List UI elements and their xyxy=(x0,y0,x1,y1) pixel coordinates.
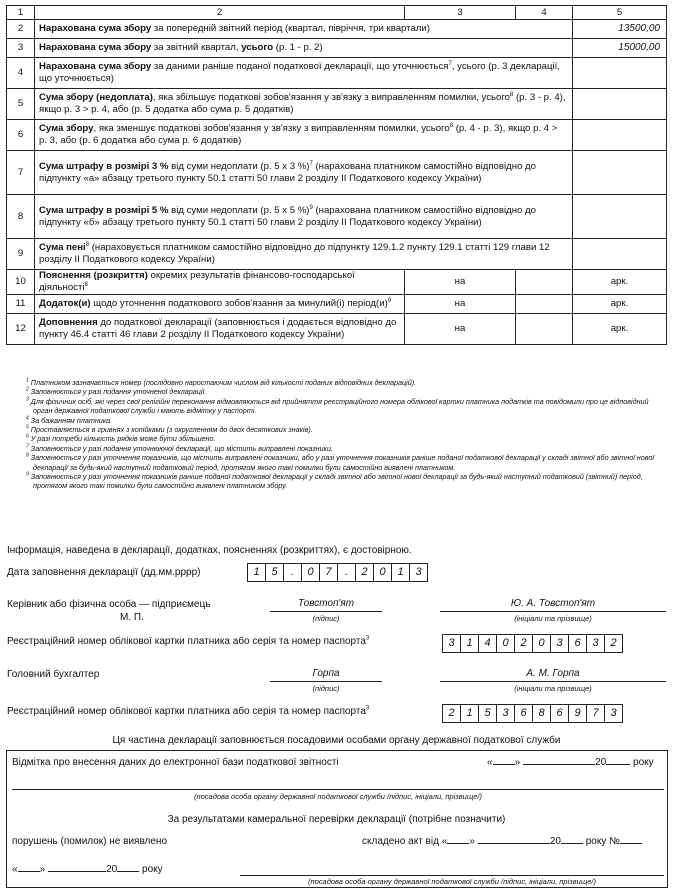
row-value[interactable] xyxy=(573,239,667,270)
accountant-initials: А. М. Горпа xyxy=(526,668,580,679)
digit-cell: 5 xyxy=(478,705,496,722)
row-value[interactable]: 13500,00 xyxy=(573,20,667,39)
row-on-label: на xyxy=(405,314,516,345)
footnote: $^1$ Платником зазначається номер (послідовно наростаючим числом від кількості поданих відповідних декларацій). xyxy=(26,377,417,387)
director-reg-label: Реєстраційний номер облікової картки платника або серія та номер паспорта$^3$ xyxy=(7,635,370,647)
digit-cell: 3 xyxy=(496,705,514,722)
row-value[interactable] xyxy=(573,195,667,239)
digit-cell: 6 xyxy=(514,705,532,722)
row-number: 10 xyxy=(7,270,35,295)
table-row xyxy=(7,39,667,58)
accountant-initials-caption: (ініціали та прізвище) xyxy=(514,684,592,693)
accountant-reg-number[interactable] xyxy=(442,704,623,723)
director-signature: Товстоп'ят xyxy=(297,598,355,609)
table-row xyxy=(7,58,667,89)
tax-office-heading: Ця частина декларації заповнюється посадовими особами органу державної податкової служби xyxy=(112,735,561,746)
row-on-label: на xyxy=(405,295,516,314)
director-initials: Ю. А. Товстоп'ят xyxy=(510,598,596,609)
digit-cell: 0 xyxy=(532,635,550,652)
table-row xyxy=(7,20,667,39)
digit-cell: . xyxy=(283,564,301,581)
digit-cell: 2 xyxy=(514,635,532,652)
director-label: Керівник або фізична особа — підприємець xyxy=(7,599,211,610)
row-description: Пояснення (розкриття) окремих результатів фінансово-господарської діяльності$^8$ xyxy=(35,270,405,295)
table-row xyxy=(7,151,667,195)
digit-cell: 4 xyxy=(478,635,496,652)
footnote: $^8$ Заповнюється у разі уточнення показників, що містить виправлені показники, або у разі уточнення показників раніше поданої податкової декларації у складі звітної або звітної нової декларації за будь-який наступний податковий період, протягом якого такі помилки були самостійно виявлені платником. xyxy=(26,452,654,472)
row-number: 2 xyxy=(7,20,35,39)
digit-cell: 1 xyxy=(460,705,478,722)
digit-cell: 9 xyxy=(568,705,586,722)
audit-date[interactable]: « » 20 року xyxy=(12,864,163,875)
digit-cell: 1 xyxy=(460,635,478,652)
table-row xyxy=(7,270,667,295)
row-value[interactable]: 15000,00 xyxy=(573,39,667,58)
row-on-label: на xyxy=(405,270,516,295)
official-signature-line-2[interactable] xyxy=(240,875,664,876)
digit-cell: 0 xyxy=(373,564,391,581)
col-header-3: 3 xyxy=(405,6,516,20)
official-caption: (посадова особа органу державної податкової служби /підпис, ініціали, прізвище/) xyxy=(194,792,482,801)
info-statement: Інформація, наведена в декларації, додатках, поясненнях (розкриттях), є достовірною. xyxy=(7,545,412,556)
row-number: 3 xyxy=(7,39,35,58)
row-sheets-count[interactable] xyxy=(516,314,573,345)
row-description: Сума пені$^8$ (нараховується платником самостійно відповідно до підпункту 129.1.2 пункту 129.1 статті 129 глави 12 розділу II Податкового кодексу України) xyxy=(35,239,573,270)
director-initials-caption: (ініціали та прізвище) xyxy=(514,614,592,623)
row-description: Нарахована сума збору за даними раніше поданої податкової декларації, що уточнюється$^7$, усього (р. 3 декларації, що уточнюється) xyxy=(35,58,573,89)
digit-cell: 2 xyxy=(355,564,373,581)
digit-cell: 2 xyxy=(604,635,622,652)
date-field[interactable] xyxy=(247,563,428,582)
footnote: $^7$ Заповнюється у разі подання уточнюючої декларації, що містить виправлені показники. xyxy=(26,443,333,453)
table-row xyxy=(7,120,667,151)
digit-cell: 3 xyxy=(550,635,568,652)
director-initials-line xyxy=(440,611,666,612)
footnote: $^6$ У разі потреби кількість рядків може бути збільшено. xyxy=(26,434,216,444)
row-sheets-label: арк. xyxy=(573,314,667,345)
accountant-signature-caption: (підпис) xyxy=(312,684,340,693)
row-value[interactable] xyxy=(573,89,667,120)
row-number: 11 xyxy=(7,295,35,314)
accountant-reg-label: Реєстраційний номер облікової картки платника або серія та номер паспорта$^3$ xyxy=(7,705,370,717)
row-sheets-label: арк. xyxy=(573,295,667,314)
row-description: Нарахована сума збору за попередній звітний період (квартал, півріччя, три квартали) xyxy=(35,20,573,39)
director-signature-line xyxy=(270,611,382,612)
digit-cell: . xyxy=(337,564,355,581)
official-signature-line[interactable] xyxy=(12,789,664,790)
digit-cell: 3 xyxy=(586,635,604,652)
digit-cell: 0 xyxy=(301,564,319,581)
director-reg-number[interactable] xyxy=(442,634,623,653)
audit-heading: За результатами камеральної перевірки декларації (потрібне позначити) xyxy=(167,814,506,825)
col-header-1: 1 xyxy=(7,6,35,20)
row-number: 9 xyxy=(7,239,35,270)
digit-cell: 2 xyxy=(448,707,455,719)
accountant-label: Головний бухгалтер xyxy=(7,669,100,680)
digit-cell: 3 xyxy=(448,637,455,649)
row-number: 7 xyxy=(7,151,35,195)
stamp-place-label: М. П. xyxy=(120,612,144,623)
row-description: Сума штрафу в розмірі 3 % від суми недоплати (р. 5 х 3 %)$^7$ (нарахована платником самостійно відповідно до підпункту «а» абзацу третього пункту 50.1 статті 50 глави 2 розділу II Податкового кодексу України) xyxy=(35,151,573,195)
footnote: $^3$ Для фізичних осіб, які через свої релігійні переконання відмовляються від прийняття реєстраційного номера облікової картки платника податків та повідомили про це відповідний орган державної податкової служби і мають відмітку у паспорті. xyxy=(26,396,649,416)
footnote: $^4$ За бажанням платника. xyxy=(26,415,113,425)
act-drawn-option[interactable]: складено акт від « » 20 року № xyxy=(362,836,642,847)
row-value[interactable] xyxy=(573,58,667,89)
footnote: $^2$ Заповнюється у разі подання уточненої декларації. xyxy=(26,387,207,397)
footnote: $^5$ Проставляється в гривнях з копійками (з округленням до двох десяткових знаків). xyxy=(26,424,313,435)
table-row xyxy=(7,314,667,345)
date-label: Дата заповнення декларації (дд.мм.рррр) xyxy=(7,567,201,578)
digit-cell: 1 xyxy=(391,564,409,581)
digit-cell: 7 xyxy=(319,564,337,581)
declaration-table xyxy=(6,5,667,345)
row-sheets-label: арк. xyxy=(573,270,667,295)
row-description: Сума штрафу в розмірі 5 % від суми недоплати (р. 5 х 5 %)$^9$ (нарахована платником самостійно відповідно до підпункту «б» абзацу третього пункту 50.1 статті 50 глави 2 розділу II Податкового кодексу України) xyxy=(35,195,573,239)
row-number: 12 xyxy=(7,314,35,345)
digit-cell: 5 xyxy=(265,564,283,581)
row-sheets-count[interactable] xyxy=(516,270,573,295)
db-entry-label: Відмітка про внесення даних до електронної бази податкової звітності xyxy=(12,757,339,768)
row-description: Сума збору (недоплата), яка збільшує податкові зобов'язання у зв'язку з виправленням помилки, усього$^8$ (р. 3 - р. 4), якщо р. 3 > р. 4, або (р. 5 додатка або сума р. 5 додатків) xyxy=(35,89,573,120)
row-number: 5 xyxy=(7,89,35,120)
digit-cell: 0 xyxy=(496,635,514,652)
table-row xyxy=(7,195,667,239)
row-sheets-count[interactable] xyxy=(516,295,573,314)
db-entry-date[interactable]: « » 20 року xyxy=(487,757,654,768)
digit-cell: 3 xyxy=(604,705,622,722)
col-header-2: 2 xyxy=(35,6,405,20)
table-row xyxy=(7,295,667,314)
col-header-5: 5 xyxy=(573,6,667,20)
digit-cell: 7 xyxy=(586,705,604,722)
no-violations-option[interactable]: порушень (помилок) не виявлено xyxy=(12,836,168,847)
official-caption-2: (посадова особа органу державної податкової служби /підпис, ініціали, прізвище/) xyxy=(308,877,596,886)
row-description: Доповнення до податкової декларації (заповнюється і додається відповідно до пункту 46.4 статті 46 глави 2 розділу II Податкового кодексу України) xyxy=(35,314,405,345)
accountant-initials-line xyxy=(440,681,666,682)
digit-cell: 6 xyxy=(568,635,586,652)
digit-cell: 3 xyxy=(409,564,427,581)
table-row xyxy=(7,239,667,270)
director-signature-caption: (підпис) xyxy=(312,614,340,623)
row-value[interactable] xyxy=(573,151,667,195)
row-description: Нарахована сума збору за звітний квартал, усього (р. 1 - р. 2) xyxy=(35,39,573,58)
accountant-signature-line xyxy=(270,681,382,682)
footnote: $^9$ Заповнюється у разі уточнення показників раніше поданої податкової декларації у складі звітної або звітної нової декларації за будь-який наступний податковий (звітний) період, протягом якого такі помилки були самостійно виявлені платником збору. xyxy=(26,471,643,491)
footnotes xyxy=(26,378,662,491)
col-header-4: 4 xyxy=(516,6,573,20)
row-description: Сума збору, яка зменшує податкові зобов'язання у зв'язку з виправленням помилки, усього$^8$ (р. 4 - р. 3), якщо р. 4 > р. 3, або (р. 6 додатка або сума р. 6 додатків) xyxy=(35,120,573,151)
row-value[interactable] xyxy=(573,120,667,151)
table-header-row xyxy=(7,6,667,20)
accountant-signature: Горпа xyxy=(312,668,340,679)
digit-cell: 6 xyxy=(550,705,568,722)
table-row xyxy=(7,89,667,120)
digit-cell: 1 xyxy=(253,566,260,578)
row-number: 4 xyxy=(7,58,35,89)
row-number: 6 xyxy=(7,120,35,151)
row-description: Додаток(и) щодо уточнення податкового зобов'язання за минулий(і) $період(и)^9$ xyxy=(35,295,405,314)
digit-cell: 8 xyxy=(532,705,550,722)
row-number: 8 xyxy=(7,195,35,239)
